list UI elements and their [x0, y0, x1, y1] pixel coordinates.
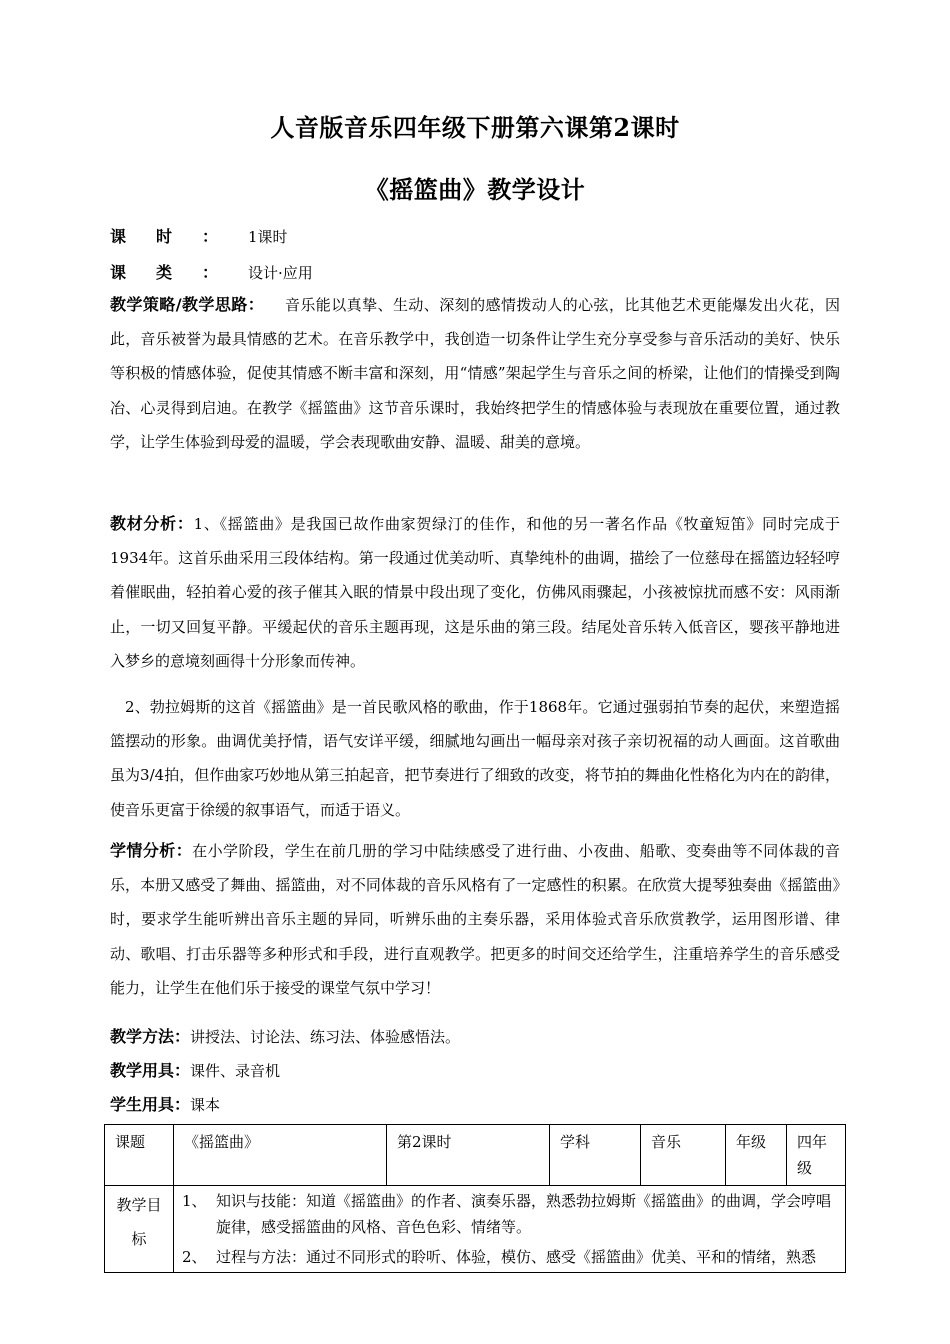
- table-row: [105, 1125, 846, 1186]
- student-text: 在小学阶段，学生在前几册的学习中陆续感受了进行曲、小夜曲、船歌、变奏曲等不同体裁的音乐，本册又感受了舞曲、摇篮曲，对不同体裁的音乐风格有了一定感性的积累。在欣赏大提琴独奏曲《摇篮曲》时，要求学生能听辨出音乐主题的异同，听辨乐曲的主奏乐器，采用体验式音乐欣赏教学，运用图形谱、律动、歌唱、打击乐器等多种形式和手段，进行直观教学。把更多的时间交还给学生，注重培养学生的音乐感受能力，让学生在他们乐于接受的课堂气氛中学习！: [110, 842, 840, 997]
- table-cell: 《摇篮曲》: [174, 1125, 387, 1186]
- student-label: 学情分析：: [110, 841, 193, 860]
- method-line: [110, 1024, 460, 1047]
- method-text: 讲授法、讨论法、练习法、体验感悟法。: [190, 1028, 461, 1046]
- tools-text: 课件、录音机: [190, 1062, 281, 1080]
- student-paragraph: [110, 834, 840, 1005]
- goals-label: 教学目标: [105, 1186, 174, 1273]
- table-cell: 学科: [550, 1125, 641, 1186]
- table-cell: 音乐: [641, 1125, 726, 1186]
- goal-item: [182, 1188, 837, 1240]
- table-row: [105, 1186, 846, 1273]
- material-label: 教材分析：: [110, 514, 194, 533]
- table-cell: 四年级: [787, 1125, 846, 1186]
- type-value: 设计·应用: [248, 264, 313, 282]
- material-paragraph-2: [110, 690, 840, 827]
- table-cell: 第2课时: [387, 1125, 550, 1186]
- goal-number: 2、: [182, 1248, 207, 1266]
- period-value: 1课时: [248, 228, 288, 246]
- period-label: 课时：: [110, 227, 249, 246]
- strategy-paragraph: [110, 288, 840, 459]
- type-line: [110, 260, 313, 283]
- doc-subtitle: 《摇篮曲》教学设计: [364, 175, 586, 204]
- lesson-table: [104, 1124, 846, 1273]
- material-text-1: 1、《摇篮曲》是我国已故作曲家贺绿汀的佳作，和他的另一著名作品《牧童短笛》同时完成于1934年。这首乐曲采用三段体结构。第一段通过优美动听、真挚纯朴的曲调，描绘了一位慈母在摇篮边轻轻哼着催眠曲，轻拍着心爱的孩子催其入眠的情景中段出现了变化，仿佛风雨骤起，小孩被惊扰而感不安：风雨渐止，一切又回复平静。平缓起伏的音乐主题再现，这是乐曲的第三段。结尾处音乐转入低音区，婴孩平静地进入梦乡的意境刻画得十分形象而传神。: [110, 515, 840, 670]
- tools-line: [110, 1058, 280, 1081]
- type-label: 课类：: [110, 263, 249, 282]
- student-tools-line: [110, 1092, 220, 1115]
- material-text-2: 2、勃拉姆斯的这首《摇篮曲》是一首民歌风格的歌曲，作于1868年。它通过强弱拍节奏的起伏，来塑造摇篮摆动的形象。曲调优美抒情，语气安详平缓，细腻地勾画出一幅母亲对孩子亲切祝福的动人画面。这首歌曲虽为3/4拍，但作曲家巧妙地从第三拍起音，把节奏进行了细致的改变，将节拍的舞曲化性格化为内在的韵律，使音乐更富于徐缓的叙事语气，而适于语义。: [110, 698, 840, 819]
- strategy-label: 教学策略/教学思路：: [110, 295, 265, 314]
- tools-label: 教学用具：: [110, 1061, 191, 1080]
- student-tools-label: 学生用具：: [110, 1095, 191, 1114]
- table-cell: 课题: [105, 1125, 174, 1186]
- goals-cell: [174, 1186, 846, 1273]
- goal-item: [182, 1244, 837, 1270]
- goal-text: 知识与技能：知道《摇篮曲》的作者、演奏乐器，熟悉勃拉姆斯《摇篮曲》的曲调，学会哼唱旋律，感受摇篮曲的风格、音色色彩、情绪等。: [216, 1192, 832, 1236]
- method-label: 教学方法：: [110, 1027, 191, 1046]
- student-tools-text: 课本: [190, 1096, 221, 1114]
- goal-number: 1、: [182, 1192, 207, 1210]
- table-cell: 年级: [726, 1125, 787, 1186]
- goal-text: 过程与方法：通过不同形式的聆听、体验，模仿、感受《摇篮曲》优美、平和的情绪，熟悉: [216, 1248, 817, 1266]
- doc-title: 人音版音乐四年级下册第六课第2课时: [270, 113, 680, 142]
- period-line: [110, 224, 288, 247]
- material-paragraph-1: [110, 507, 840, 678]
- strategy-text: 音乐能以真挚、生动、深刻的感情拨动人的心弦，比其他艺术更能爆发出火花，因此，音乐被誉为最具情感的艺术。在音乐教学中，我创造一切条件让学生充分享受参与音乐活动的美好、快乐等积极的情感体验，促使其情感不断丰富和深刻，用“情感”架起学生与音乐之间的桥梁，让他们的情操受到陶冶、心灵得到启迪。在教学《摇篮曲》这节音乐课时，我始终把学生的情感体验与表现放在重要位置，通过教学，让学生体验到母爱的温暖，学会表现歌曲安静、温暖、甜美的意境。: [110, 296, 840, 451]
